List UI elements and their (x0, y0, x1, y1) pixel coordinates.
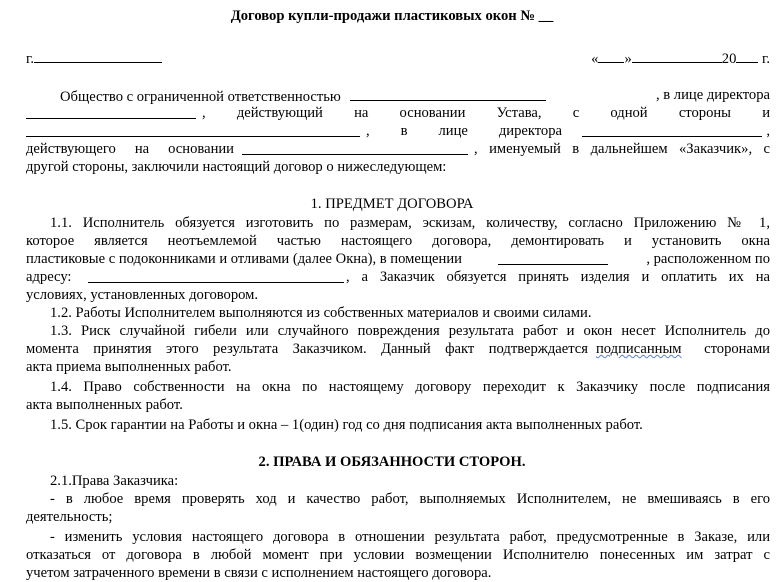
clause-1-1-line-4: адресу: , а Заказчик обязуется принять изделия и оплатить их на (26, 269, 770, 285)
bullet-2-line-3: учетом затраченного времени в связи с исполнением настоящего договора. (26, 565, 492, 581)
section-2-heading: 2. ПРАВА И ОБЯЗАННОСТИ СТОРОН. (258, 454, 526, 470)
preamble-line-1: Общество с ограниченной ответственностью , в лице директора (60, 87, 770, 105)
clause-1-3-line-1: 1.3. Риск случайной гибели или случайного повреждения результата работ и окон несет Исполнитель до (50, 323, 770, 339)
clause-2-1: 2.1.Права Заказчика: (50, 473, 179, 489)
address-blank[interactable] (88, 268, 344, 283)
preamble-line-3: , в лице директора , (26, 122, 770, 142)
city-prefix: г. (26, 51, 34, 67)
document-page: Договор купли-продажи пластиковых окон № __ г. « » 20 г. Общество с ограниченной ответственностью , в лице директора , действующий на основании Устава, с одной стороны и , в лице директора , действующего на основании , именуемый в дальнейшем «Заказчик», с другой стороны, заключили настоящий договор о нижеследующем: 1. ПРЕДМЕТ ДОГОВОРА 1.1. Исполнитель обязуется изготовить по размерам, эскизам, количеству, согласно Приложению № 1, которое является неотъемлемой частью настоящего договора, демонтировать и установить окна пластиковые с подоконниками и отливами (далее Окна), в помещении , расположенном по адресу: , а Заказчик обязуется принять изделия и оплатить их на условиях, установленных договором. 1.2. Работы Исполнителем выполняются из собственных материалов и своими силами. 1.3. Риск случайной гибели или случайного повреждения результата работ и окон несет Исполнитель до момента принятия этого результата Заказчиком. Данный факт подтверждается подписанным сторонами акта приема выполненных работ. 1.4. Право собственности на окна по настоящему договору переходит к Заказчику после подписания акта выполненных работ. 1.5. Срок гарантии на Работы и окна – 1(один) год со дня подписания акта выполненных работ. 2. ПРАВА И ОБЯЗАННОСТИ СТОРОН. 2.1.Права Заказчика: - в любое время проверять ход и качество работ, выполняемых Исполнителем, не вмешиваясь в его деятельность; - изменить условия настоящего договора в отношении результата работ, предусмотренные в Заказе, или отказаться от договора в любой момент при условии возмещении Исполнителю понесенных им затрат с учетом затраченного времени в связи с исполнением настоящего договора. (0, 0, 784, 577)
company-name-blank[interactable] (350, 86, 546, 101)
clause-1-1-line-2: которое является неотъемлемой частью настоящего договора, демонтировать и установить окна (26, 233, 770, 249)
customer-director-blank[interactable] (582, 122, 762, 137)
city-date-line (26, 48, 770, 68)
year-blank[interactable] (736, 48, 758, 63)
month-blank[interactable] (632, 48, 722, 63)
premises-blank[interactable] (498, 250, 608, 265)
clause-1-2: 1.2. Работы Исполнителем выполняются из собственных материалов и своими силами. (50, 305, 592, 321)
clause-1-4-line-2: акта выполненных работ. (26, 397, 183, 413)
clause-1-4-line-1: 1.4. Право собственности на окна по настоящему договору переходит к Заказчику после подписания (50, 379, 770, 395)
clause-1-3-line-3: акта приема выполненных работ. (26, 359, 232, 375)
date-field: « » 20 г. (591, 48, 770, 68)
customer-name-blank[interactable] (26, 122, 360, 137)
clause-1-1-line-5: условиях, установленных договором. (26, 287, 259, 303)
preamble-line-2: , действующий на основании Устава, с одной стороны и (26, 104, 770, 124)
director-name-blank[interactable] (26, 104, 196, 119)
basis-blank[interactable] (242, 140, 468, 155)
clause-1-5: 1.5. Срок гарантии на Работы и окна – 1(один) год со дня подписания акта выполненных работ. (50, 417, 643, 433)
spellcheck-word: подписанным (596, 341, 682, 357)
preamble-line-4: действующего на основании , именуемый в дальнейшем «Заказчик», с (26, 141, 770, 157)
city-blank[interactable] (34, 48, 162, 63)
day-blank[interactable] (598, 48, 624, 63)
bullet-1-line-1: - в любое время проверять ход и качество работ, выполняемых Исполнителем, не вмешиваясь в его (50, 491, 770, 507)
bullet-2-line-2: отказаться от договора в любой момент при условии возмещении Исполнителю понесенных им затрат с (26, 547, 770, 563)
clause-1-1-line-3: пластиковые с подоконниками и отливами (далее Окна), в помещении , расположенном по (26, 251, 770, 267)
document-title: Договор купли-продажи пластиковых окон № __ (230, 8, 554, 24)
preamble-line-5: другой стороны, заключили настоящий договор о нижеследующем: (26, 159, 447, 175)
bullet-1-line-2: деятельность; (26, 509, 113, 525)
section-1-heading: 1. ПРЕДМЕТ ДОГОВОРА (310, 196, 474, 212)
clause-1-1-line-1: 1.1. Исполнитель обязуется изготовить по размерам, эскизам, количеству, согласно Приложению № 1, (50, 215, 770, 231)
bullet-2-line-1: - изменить условия настоящего договора в отношении результата работ, предусмотренные в Заказе, или (50, 529, 770, 545)
